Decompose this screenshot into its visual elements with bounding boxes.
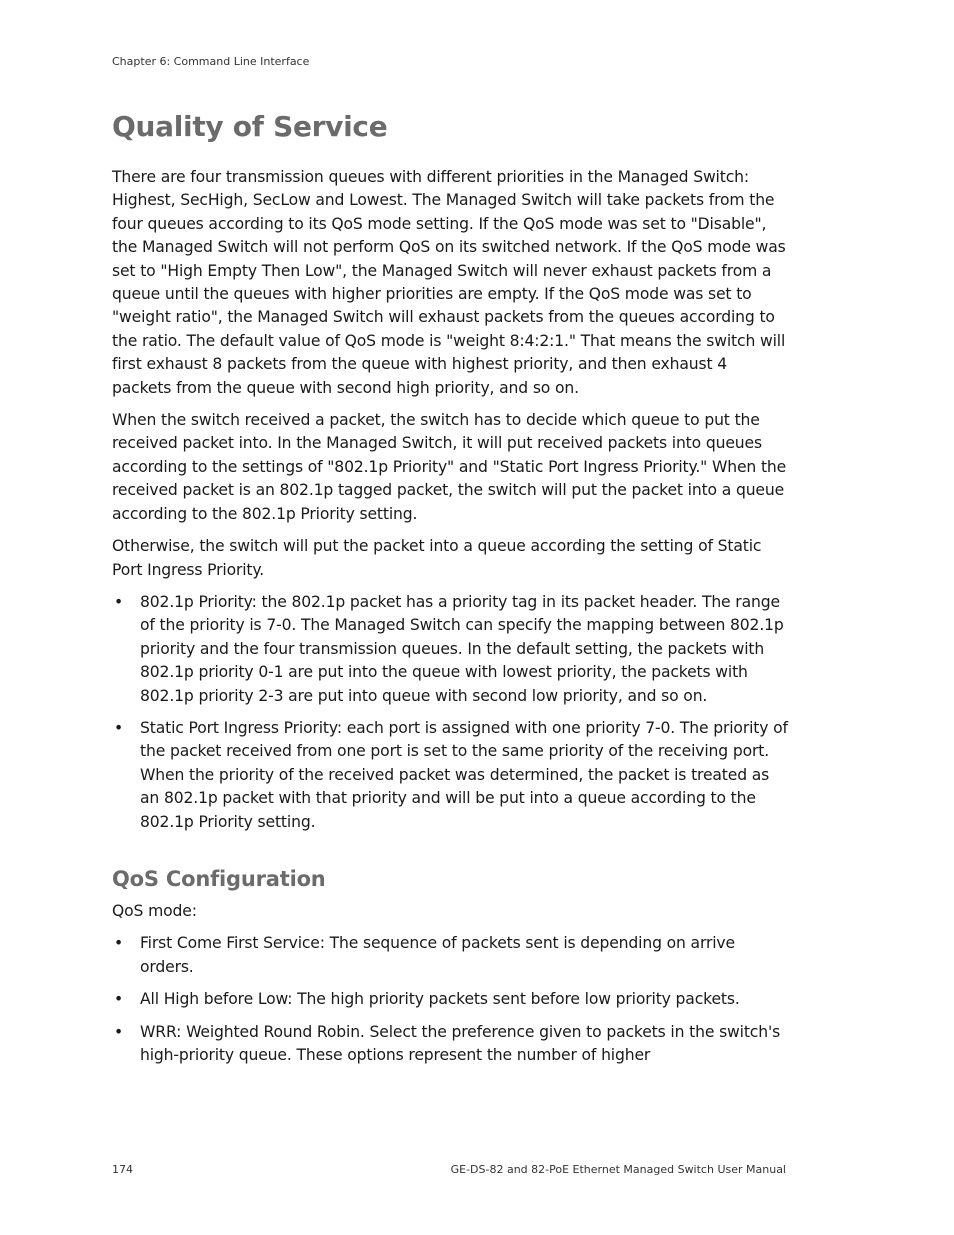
list-item-text: Static Port Ingress Priority: each port is assigned with one priority 7-0. The priority of the packet received from one port is set to the same priority of the receiving port. When the priority of the received packet was determined, the packet is treated as an 802.1p packet with that priority and will be put into a queue according to the 802.1p Priority setting. <box>140 718 788 831</box>
subsection-title: QoS Configuration <box>112 866 326 891</box>
body-paragraph: When the switch received a packet, the switch has to decide which queue to put the received packet into. In the Managed Switch, it will put received packets into queues according to the settings of "802.1p Priority" and "Static Port Ingress Priority." When the received packet is an 802.1p tagged packet, the switch will put the packet into a queue according to the 802.1p Priority setting. <box>112 411 787 523</box>
bullet-icon: • <box>114 592 124 611</box>
qos-mode-bullet-list <box>112 932 788 1067</box>
list-item <box>112 932 788 979</box>
page-body <box>112 166 788 1076</box>
body-paragraph: Otherwise, the switch will put the packet into a queue according the setting of Static Port Ingress Priority. <box>112 537 762 579</box>
bullet-icon: • <box>114 718 124 737</box>
section-title: Quality of Service <box>112 110 388 143</box>
list-item-text: WRR: Weighted Round Robin. Select the preference given to packets in the switch's high-priority queue. These options represent the number of higher <box>140 1022 781 1064</box>
list-item <box>112 1021 788 1068</box>
list-item <box>112 591 788 708</box>
priority-bullet-list <box>112 591 788 834</box>
list-item-text: First Come First Service: The sequence of packets sent is depending on arrive orders. <box>140 934 735 976</box>
list-item-text: 802.1p Priority: the 802.1p packet has a priority tag in its packet header. The range of the priority is 7-0. The Managed Switch can specify the mapping between 802.1p priority and the four transmission queues. In the default setting, the packets with 802.1p priority 0-1 are put into the queue with lowest priority, the packets with 802.1p priority 2-3 are put into queue with second low priority, and so on. <box>140 592 784 705</box>
manual-title: GE-DS-82 and 82-PoE Ethernet Managed Switch User Manual <box>450 1163 786 1176</box>
running-head: Chapter 6: Command Line Interface <box>112 55 310 68</box>
list-item-text: All High before Low: The high priority packets sent before low priority packets. <box>140 990 740 1009</box>
body-paragraph: There are four transmission queues with different priorities in the Managed Switch: Highest, SecHigh, SecLow and Lowest. The Managed Switch will take packets from the four queues according to its QoS mode setting. If the QoS mode was set to "Disable", the Managed Switch will not perform QoS on its switched network. If the QoS mode was set to "High Empty Then Low", the Managed Switch will never exhaust packets from a queue until the queues with higher priorities are empty. If the QoS mode was set to "weight ratio", the Managed Switch will exhaust packets from the queues according to the ratio. The default value of QoS mode is "weight 8:4:2:1." That means the switch will first exhaust 8 packets from the queue with highest priority, and then exhaust 4 packets from the queue with second high priority, and so on. <box>112 168 786 397</box>
page-number: 174 <box>112 1163 133 1176</box>
list-item <box>112 988 788 1011</box>
bullet-icon: • <box>114 1022 124 1041</box>
bullet-icon: • <box>114 990 124 1009</box>
list-item <box>112 717 788 834</box>
bullet-icon: • <box>114 934 124 953</box>
subsection-intro: QoS mode: <box>112 901 197 920</box>
